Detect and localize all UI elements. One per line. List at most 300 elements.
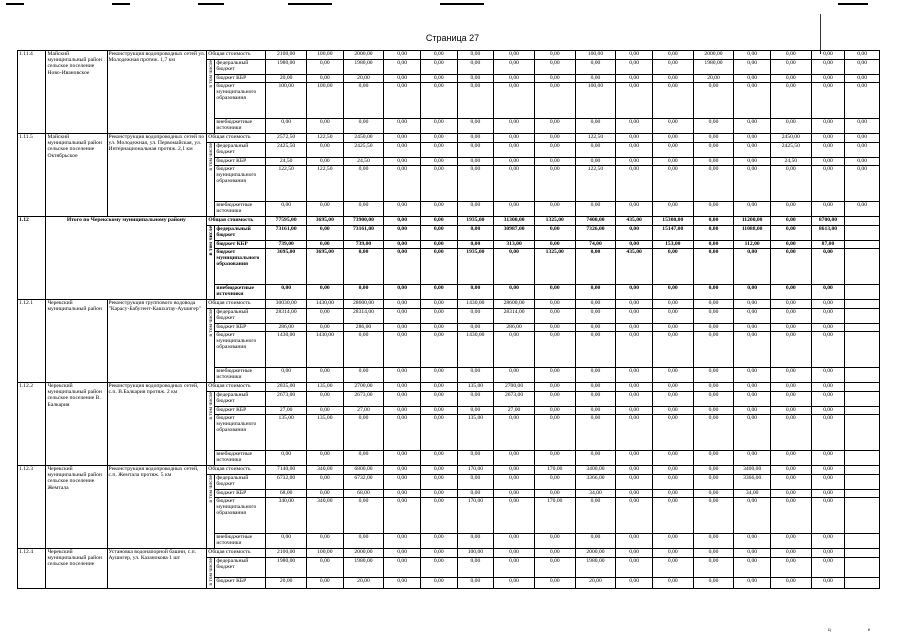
- value-cell: 100,00: [307, 51, 344, 60]
- value-cell: 0,00: [734, 51, 771, 60]
- source-label: бюджет муниципального образования: [215, 498, 266, 534]
- value-cell: 27,00: [494, 407, 535, 415]
- value-cell: 0,00: [652, 549, 693, 558]
- value-cell: 0,00: [811, 498, 845, 534]
- value-cell: 0,00: [770, 392, 811, 407]
- value-cell: 0,00: [575, 143, 616, 158]
- value-cell: 0,00: [811, 407, 845, 415]
- value-cell: 0,00: [384, 51, 421, 60]
- value-cell: 0,00: [811, 490, 845, 498]
- top-scan-marks: [0, 0, 905, 10]
- value-cell: 0,00: [343, 534, 384, 549]
- source-label: федеральный бюджет: [215, 60, 266, 75]
- value-cell: 0,00: [384, 368, 421, 383]
- value-cell: 0,00: [420, 51, 457, 60]
- value-cell: 0,00: [734, 407, 771, 415]
- value-cell: 0,00: [693, 119, 734, 134]
- value-cell: 0,00: [494, 415, 535, 451]
- value-cell: 135,00: [307, 415, 344, 451]
- value-cell: 0,00: [770, 332, 811, 368]
- value-cell: 0,00: [616, 368, 653, 383]
- value-cell: 0,00: [734, 83, 771, 119]
- value-cell: 0,00: [652, 383, 693, 392]
- value-cell: 1935,00: [457, 217, 494, 226]
- value-cell: 0,00: [534, 558, 575, 578]
- value-cell: 0,00: [811, 75, 845, 83]
- value-cell: 0,00: [845, 60, 880, 75]
- value-cell: 0,00: [457, 324, 494, 332]
- value-cell: 0,00: [616, 75, 653, 83]
- value-cell: 0,00: [494, 490, 535, 498]
- value-cell: 100,00: [457, 549, 494, 558]
- value-cell: 0,00: [534, 383, 575, 392]
- value-cell: 0,00: [384, 475, 421, 490]
- value-cell: 0,00: [384, 578, 421, 589]
- value-cell: [845, 578, 880, 589]
- value-cell: 0,00: [652, 285, 693, 300]
- value-cell: 0,00: [420, 534, 457, 549]
- value-cell: 0,00: [575, 60, 616, 75]
- value-cell: 122,50: [307, 166, 344, 202]
- value-cell: 0,00: [534, 549, 575, 558]
- value-cell: 0,00: [811, 158, 845, 166]
- value-cell: 0,00: [343, 415, 384, 451]
- value-cell: 0,00: [384, 415, 421, 451]
- total-cost-label: Общая стоимость: [207, 549, 266, 558]
- value-cell: 0,00: [845, 51, 880, 60]
- source-label: внебюджетные источники: [215, 119, 266, 134]
- value-cell: 0,00: [307, 558, 344, 578]
- value-cell: 0,00: [693, 549, 734, 558]
- value-cell: 0,00: [384, 324, 421, 332]
- value-cell: 0,00: [575, 415, 616, 451]
- value-cell: 2425,50: [770, 143, 811, 158]
- value-cell: 8700,00: [811, 217, 845, 226]
- value-cell: 0,00: [616, 549, 653, 558]
- value-cell: 0,00: [494, 51, 535, 60]
- value-cell: 0,00: [770, 51, 811, 60]
- value-cell: 0,00: [616, 451, 653, 466]
- value-cell: [845, 534, 880, 549]
- value-cell: 30030,00: [266, 300, 307, 309]
- value-cell: 1980,00: [575, 558, 616, 578]
- value-cell: 0,00: [770, 558, 811, 578]
- value-cell: 0,00: [734, 285, 771, 300]
- value-cell: 0,00: [652, 300, 693, 309]
- value-cell: 0,00: [693, 534, 734, 549]
- value-cell: 0,00: [652, 368, 693, 383]
- value-cell: 122,50: [266, 166, 307, 202]
- value-cell: 7400,00: [575, 217, 616, 226]
- value-cell: 0,00: [693, 143, 734, 158]
- value-cell: 2673,00: [494, 392, 535, 407]
- value-cell: 0,00: [457, 392, 494, 407]
- budget-table: [17, 50, 880, 589]
- footer-mark: е: [868, 628, 871, 633]
- value-cell: 0,00: [494, 202, 535, 217]
- source-label: внебюджетные источники: [215, 368, 266, 383]
- value-cell: 0,00: [343, 119, 384, 134]
- value-cell: 0,00: [734, 119, 771, 134]
- value-cell: 2673,00: [343, 392, 384, 407]
- value-cell: 0,00: [457, 158, 494, 166]
- value-cell: 3695,00: [307, 217, 344, 226]
- value-cell: 0,00: [575, 324, 616, 332]
- value-cell: 0,00: [734, 75, 771, 83]
- value-cell: 0,00: [693, 241, 734, 249]
- value-cell: 0,00: [770, 75, 811, 83]
- value-cell: 0,00: [343, 368, 384, 383]
- value-cell: 0,00: [534, 143, 575, 158]
- value-cell: 0,00: [575, 383, 616, 392]
- value-cell: 0,00: [693, 490, 734, 498]
- value-cell: 0,00: [534, 407, 575, 415]
- value-cell: 0,00: [420, 383, 457, 392]
- in-that-number-text: в том числе: [208, 226, 215, 256]
- value-cell: 20,00: [266, 75, 307, 83]
- value-cell: 0,00: [534, 134, 575, 143]
- municipality-name: Майский муниципальный район сельское поселение Октябрьское: [46, 134, 107, 217]
- value-cell: 0,00: [811, 309, 845, 324]
- value-cell: 0,00: [534, 241, 575, 249]
- value-cell: 0,00: [494, 83, 535, 119]
- value-cell: 0,00: [384, 383, 421, 392]
- value-cell: 0,00: [734, 300, 771, 309]
- value-cell: 0,00: [693, 300, 734, 309]
- value-cell: 0,00: [652, 324, 693, 332]
- value-cell: 0,00: [420, 143, 457, 158]
- value-cell: 739,00: [266, 241, 307, 249]
- value-cell: 0,00: [384, 558, 421, 578]
- value-cell: 0,00: [457, 309, 494, 324]
- value-cell: 0,00: [770, 549, 811, 558]
- in-that-number-label: [207, 60, 215, 134]
- row-code: 1.12.2: [18, 383, 46, 466]
- in-that-number-label: [207, 143, 215, 217]
- value-cell: 0,00: [534, 578, 575, 589]
- value-cell: 0,00: [494, 498, 535, 534]
- value-cell: [845, 415, 880, 451]
- value-cell: 0,00: [384, 119, 421, 134]
- value-cell: 0,00: [652, 475, 693, 490]
- value-cell: 0,00: [652, 392, 693, 407]
- value-cell: 0,00: [307, 475, 344, 490]
- value-cell: 0,00: [616, 119, 653, 134]
- value-cell: 31300,00: [494, 217, 535, 226]
- in-that-number-label: [207, 309, 215, 383]
- value-cell: 0,00: [734, 534, 771, 549]
- value-cell: 0,00: [616, 226, 653, 241]
- value-cell: 0,00: [811, 475, 845, 490]
- value-cell: 0,00: [652, 166, 693, 202]
- value-cell: 0,00: [457, 166, 494, 202]
- value-cell: 0,00: [770, 309, 811, 324]
- value-cell: 0,00: [845, 75, 880, 83]
- value-cell: 0,00: [652, 415, 693, 451]
- value-cell: 0,00: [307, 285, 344, 300]
- value-cell: 0,00: [534, 451, 575, 466]
- value-cell: 0,00: [811, 332, 845, 368]
- value-cell: 0,00: [811, 285, 845, 300]
- total-cost-label: Общая стоимость: [207, 466, 266, 475]
- value-cell: 286,00: [266, 324, 307, 332]
- value-cell: 0,00: [420, 134, 457, 143]
- value-cell: 0,00: [420, 166, 457, 202]
- in-that-number-text: в том числе: [208, 143, 215, 171]
- value-cell: 2700,00: [343, 383, 384, 392]
- value-cell: 0,00: [307, 368, 344, 383]
- value-cell: 0,00: [734, 368, 771, 383]
- value-cell: 0,00: [457, 558, 494, 578]
- value-cell: 0,00: [616, 285, 653, 300]
- value-cell: 0,00: [534, 534, 575, 549]
- value-cell: 0,00: [770, 383, 811, 392]
- value-cell: 0,00: [384, 300, 421, 309]
- value-cell: 0,00: [534, 332, 575, 368]
- project-name: Реконструкция водопроводных сетей, с.п. В.Балкария протяж. 2 км: [107, 383, 207, 466]
- value-cell: 1325,00: [534, 249, 575, 285]
- value-cell: 11200,00: [734, 217, 771, 226]
- value-cell: 0,00: [770, 202, 811, 217]
- value-cell: 2100,00: [266, 549, 307, 558]
- value-cell: 0,00: [734, 166, 771, 202]
- value-cell: 0,00: [811, 392, 845, 407]
- value-cell: [845, 475, 880, 490]
- value-cell: [845, 309, 880, 324]
- value-cell: [845, 285, 880, 300]
- source-label: федеральный бюджет: [215, 475, 266, 490]
- project-name: Установка водонапорной башни, с.п. Аушигер, ул. Казанокова 1 шт: [107, 549, 207, 589]
- value-cell: 0,00: [307, 202, 344, 217]
- value-cell: 0,00: [494, 466, 535, 475]
- value-cell: 0,00: [534, 324, 575, 332]
- value-cell: [845, 451, 880, 466]
- value-cell: 7326,00: [575, 226, 616, 241]
- value-cell: 0,00: [811, 466, 845, 475]
- value-cell: 0,00: [575, 392, 616, 407]
- value-cell: 28600,00: [494, 300, 535, 309]
- value-cell: 28314,00: [266, 309, 307, 324]
- value-cell: 0,00: [734, 324, 771, 332]
- value-cell: 28600,00: [343, 300, 384, 309]
- value-cell: 0,00: [770, 415, 811, 451]
- value-cell: 0,00: [652, 75, 693, 83]
- value-cell: 0,00: [770, 241, 811, 249]
- value-cell: 0,00: [420, 466, 457, 475]
- value-cell: 3695,00: [266, 249, 307, 285]
- value-cell: 0,00: [652, 249, 693, 285]
- value-cell: 0,00: [457, 60, 494, 75]
- value-cell: 0,00: [307, 60, 344, 75]
- value-cell: 0,00: [770, 490, 811, 498]
- value-cell: 15147,00: [652, 226, 693, 241]
- value-cell: 0,00: [494, 558, 535, 578]
- value-cell: 0,00: [494, 158, 535, 166]
- value-cell: 6800,00: [343, 466, 384, 475]
- value-cell: 0,00: [343, 498, 384, 534]
- value-cell: 3366,00: [734, 475, 771, 490]
- value-cell: 0,00: [343, 166, 384, 202]
- value-cell: 0,00: [770, 249, 811, 285]
- value-cell: 34,00: [575, 490, 616, 498]
- value-cell: 0,00: [811, 83, 845, 119]
- value-cell: 0,00: [652, 490, 693, 498]
- value-cell: 0,00: [384, 407, 421, 415]
- value-cell: 0,00: [652, 202, 693, 217]
- value-cell: 0,00: [420, 217, 457, 226]
- value-cell: 0,00: [420, 558, 457, 578]
- value-cell: 0,00: [266, 368, 307, 383]
- value-cell: 0,00: [457, 83, 494, 119]
- source-label: внебюджетные источники: [215, 534, 266, 549]
- value-cell: 0,00: [693, 226, 734, 241]
- value-cell: 2000,00: [693, 51, 734, 60]
- value-cell: 0,00: [616, 166, 653, 202]
- value-cell: 0,00: [811, 383, 845, 392]
- value-cell: 0,00: [494, 143, 535, 158]
- value-cell: 435,00: [616, 249, 653, 285]
- source-label: бюджет муниципального образования: [215, 332, 266, 368]
- value-cell: 0,00: [770, 60, 811, 75]
- total-cost-label: Общая стоимость: [207, 383, 266, 392]
- table-row: [18, 466, 880, 475]
- value-cell: 0,00: [420, 475, 457, 490]
- value-cell: 0,00: [384, 217, 421, 226]
- value-cell: 286,00: [494, 324, 535, 332]
- value-cell: 0,00: [307, 241, 344, 249]
- value-cell: 1325,00: [534, 217, 575, 226]
- value-cell: 0,00: [770, 451, 811, 466]
- source-label: федеральный бюджет: [215, 309, 266, 324]
- value-cell: 0,00: [384, 166, 421, 202]
- value-cell: 2673,00: [266, 392, 307, 407]
- value-cell: 3366,00: [575, 475, 616, 490]
- value-cell: 0,00: [266, 202, 307, 217]
- value-cell: 0,00: [616, 324, 653, 332]
- value-cell: 0,00: [652, 498, 693, 534]
- value-cell: 0,00: [575, 534, 616, 549]
- value-cell: 0,00: [652, 143, 693, 158]
- value-cell: 0,00: [616, 134, 653, 143]
- value-cell: 0,00: [420, 324, 457, 332]
- value-cell: 0,00: [494, 134, 535, 143]
- value-cell: 0,00: [420, 249, 457, 285]
- value-cell: 0,00: [811, 202, 845, 217]
- value-cell: 0,00: [693, 466, 734, 475]
- value-cell: 0,00: [693, 202, 734, 217]
- value-cell: 3400,00: [575, 466, 616, 475]
- value-cell: [845, 392, 880, 407]
- source-label: бюджет КБР: [215, 407, 266, 415]
- value-cell: 0,00: [534, 83, 575, 119]
- source-label: бюджет КБР: [215, 241, 266, 249]
- value-cell: 1935,00: [457, 249, 494, 285]
- value-cell: [845, 300, 880, 309]
- value-cell: 0,00: [652, 534, 693, 549]
- value-cell: 1980,00: [343, 558, 384, 578]
- value-cell: 0,00: [575, 451, 616, 466]
- value-cell: 0,00: [652, 578, 693, 589]
- value-cell: 30987,00: [494, 226, 535, 241]
- value-cell: 0,00: [811, 549, 845, 558]
- value-cell: 0,00: [384, 226, 421, 241]
- municipality-name: Черекский муниципальный район сельское поселение: [46, 549, 107, 589]
- value-cell: 0,00: [811, 534, 845, 549]
- value-cell: 0,00: [734, 309, 771, 324]
- total-cost-label: Общая стоимость: [207, 134, 266, 143]
- value-cell: [845, 383, 880, 392]
- value-cell: 27,00: [343, 407, 384, 415]
- value-cell: 0,00: [534, 368, 575, 383]
- value-cell: 0,00: [384, 451, 421, 466]
- value-cell: 0,00: [420, 119, 457, 134]
- project-name: Реконструкция водопроводных сетей по ул. Молодежная, ул. Первомайская, ул. Интернациональная протяж. 2,1 км: [107, 134, 207, 217]
- value-cell: 0,00: [457, 119, 494, 134]
- value-cell: 0,00: [811, 415, 845, 451]
- value-cell: [845, 549, 880, 558]
- value-cell: 0,00: [457, 285, 494, 300]
- value-cell: 1430,00: [457, 300, 494, 309]
- value-cell: 0,00: [693, 285, 734, 300]
- value-cell: 340,00: [266, 498, 307, 534]
- total-cost-label: Общая стоимость: [207, 300, 266, 309]
- value-cell: [845, 558, 880, 578]
- value-cell: 100,00: [307, 549, 344, 558]
- value-cell: 0,00: [616, 466, 653, 475]
- value-cell: 0,00: [770, 217, 811, 226]
- value-cell: 0,00: [420, 285, 457, 300]
- row-code: 1.11.5: [18, 134, 46, 217]
- value-cell: 0,00: [384, 143, 421, 158]
- value-cell: 0,00: [307, 324, 344, 332]
- value-cell: [845, 466, 880, 475]
- value-cell: 0,00: [616, 83, 653, 119]
- value-cell: 0,00: [575, 158, 616, 166]
- value-cell: 0,00: [693, 558, 734, 578]
- value-cell: 0,00: [494, 75, 535, 83]
- value-cell: 0,00: [384, 466, 421, 475]
- value-cell: 0,00: [384, 498, 421, 534]
- value-cell: 0,00: [534, 119, 575, 134]
- value-cell: 0,00: [734, 383, 771, 392]
- value-cell: 0,00: [384, 490, 421, 498]
- value-cell: 0,00: [652, 83, 693, 119]
- value-cell: [845, 368, 880, 383]
- page-title: Страница 27: [425, 33, 480, 43]
- value-cell: 0,00: [616, 392, 653, 407]
- value-cell: 0,00: [693, 392, 734, 407]
- value-cell: 0,00: [384, 392, 421, 407]
- value-cell: 0,00: [534, 415, 575, 451]
- value-cell: 0,00: [811, 451, 845, 466]
- value-cell: 0,00: [575, 119, 616, 134]
- value-cell: 0,00: [770, 368, 811, 383]
- value-cell: 100,00: [575, 51, 616, 60]
- value-cell: 28314,00: [494, 309, 535, 324]
- value-cell: 0,00: [494, 166, 535, 202]
- value-cell: 0,00: [811, 166, 845, 202]
- value-cell: 0,00: [845, 166, 880, 202]
- municipality-name: Черекский муниципальный район: [46, 300, 107, 383]
- total-cost-label: Общая стоимость: [207, 217, 266, 226]
- table-row: [18, 51, 880, 60]
- value-cell: 0,00: [420, 415, 457, 451]
- value-cell: 0,00: [693, 217, 734, 226]
- source-label: бюджет КБР: [215, 75, 266, 83]
- value-cell: 1980,00: [693, 60, 734, 75]
- value-cell: 0,00: [307, 490, 344, 498]
- value-cell: 2000,00: [575, 549, 616, 558]
